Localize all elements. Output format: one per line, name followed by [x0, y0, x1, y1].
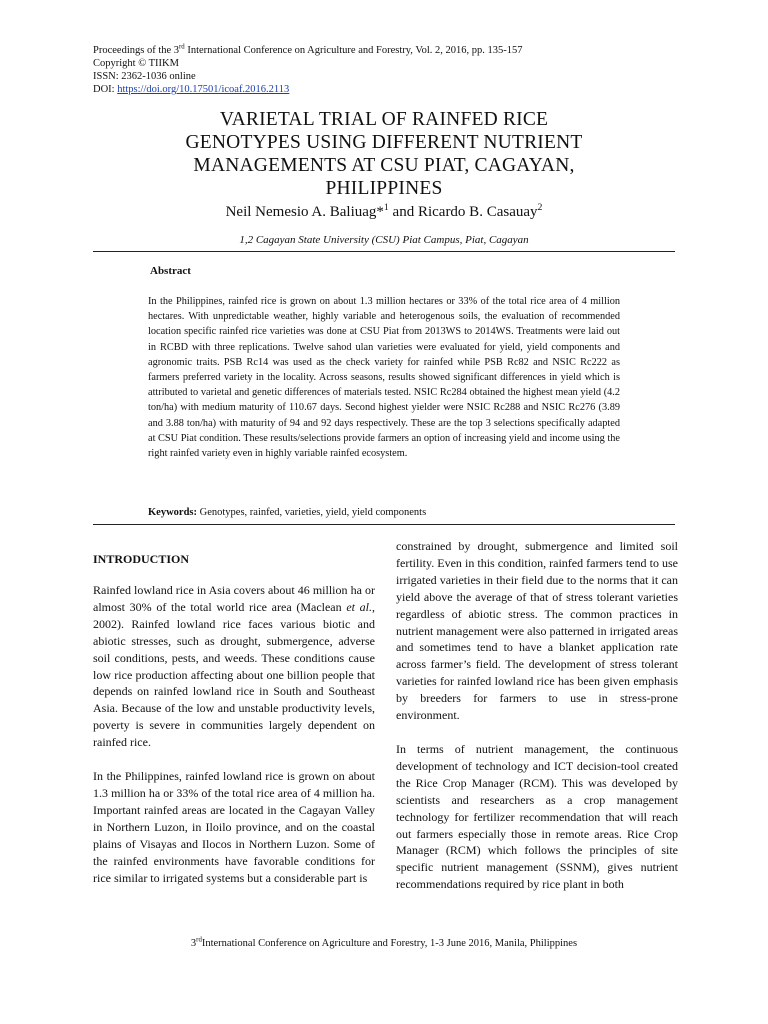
- paper-title: VARIETAL TRIAL OF RAINFED RICE GENOTYPES USING DIFFERENT NUTRIENT MANAGEMENTS AT CSU PIAT, CAGAYAN, PHILIPPINES: [185, 109, 583, 199]
- introduction-heading: INTRODUCTION: [93, 552, 190, 566]
- top-divider: [93, 251, 675, 252]
- keywords: Keywords: Genotypes, rainfed, varieties, yield, yield components: [148, 507, 427, 518]
- abstract-heading: Abstract: [150, 265, 191, 277]
- abstract-divider: [93, 524, 675, 525]
- right-column: [396, 538, 678, 910]
- affiliation: 1,2 Cagayan State University (CSU) Piat Campus, Piat, Cagayan: [239, 234, 529, 246]
- authors: Neil Nemesio A. Baliuag*$^1$ and Ricardo B. Casauay$^2$: [225, 202, 543, 220]
- copyright-line: Copyright © TIIKM: [93, 58, 179, 69]
- intro-paragraph-4: In terms of nutrient management, the continuous development of technology and ICT decision-tool created the Rice Crop Manager (RCM). This was developed by scientists and researchers as a crop management technology for fertilizer recommendation that will reach out farmers especially those in remote areas. Rice Crop Manager (RCM) which follows the principles of site specific nutrient management (SSNM), gives nutrient recommendations required by rice plant in both: [396, 741, 678, 892]
- proceedings-line: Proceedings of the 3rd International Conference on Agriculture and Forestry, Vol. 2, 2016, pp. 135-157: [93, 43, 523, 56]
- intro-paragraph-3: constrained by drought, submergence and limited soil fertility. Even in this condition, rainfed farmers tend to use irrigated varieties in their field due to the norms that it can yield above the average of that of stress tolerant varieties regardless of abiotic stress. The common practices in nutrient management were also patterned in irrigated areas and sometimes tend to have a blanket application rate across farmer’s field. The development of stress tolerant varieties for rainfed lowland rice has been given emphasis by breeders for farmers to use in stress-prone environment.: [396, 539, 678, 723]
- intro-paragraph-2: In the Philippines, rainfed lowland rice is grown on about 1.3 million ha or 33% of the total rice area of 4 million ha. Important rainfed areas are located in the Cagayan Valley in Northern Luzon, in Iloilo province, and on the coastal plains of Visayas and Ilocos in Northern Luzon. Some of the rainfed environments have favorable conditions for rice similar to irrigated systems but a considerable part is: [93, 769, 375, 885]
- doi-line: DOI: https://doi.org/10.17501/icoaf.2016.2113: [93, 84, 290, 95]
- page-footer: 3rdInternational Conference on Agriculture and Forestry, 1-3 June 2016, Manila, Philippines: [190, 936, 578, 949]
- issn-line: ISSN: 2362-1036 online: [93, 71, 196, 82]
- left-column: [93, 582, 375, 903]
- proceedings-header: [93, 44, 523, 96]
- abstract-body: In the Philippines, rainfed rice is grown on about 1.3 million hectares or 33% of the total rice area of 4 million hectares. With unpredictable weather, highly variable and heterogenous soils, the evaluation of recommended location specific rainfed rice varieties was done at CSU Piat from 2013WS to 2014WS. Treatments were laid out in RCBD with three replications. Twelve sahod ulan varieties were evaluated for yield, yield components and agronomic traits. PSB Rc14 was used as the check variety for rainfed while PSB Rc82 and NSIC Rc222 as farmers preferred variety in the locality. Across seasons, results showed significant differences in yield which is attributed to varietal and genetic differences of materials tested. NSIC Rc284 obtained the highest mean yield (4.2 ton/ha) with medium maturity of 110.67 days. Second highest yielder were NSIC Rc288 and NSIC Rc276 (3.89 and 3.88 ton/ha) with maturity of 94 and 92 days respectively. These are the top 3 selections specifically adapted at CSU Piat condition. These results/selections provide farmers an option of increasing yield and income using the right rainfed variety even in highly variable rainfed ecosystem.: [148, 296, 620, 460]
- intro-paragraph-1: Rainfed lowland rice in Asia covers about 46 million ha or almost 30% of the total world rice area (Maclean et al., 2002). Rainfed lowland rice faces various biotic and abiotic stresses, such as drought, submergence, adverse soil conditions, pests, and weeds. These conditions cause low rice production affecting about one billion people that depends on rainfed lowland rice in South and Southeast Asia. Because of the low and unstable productivity levels, poverty is severe in communities largely dependent on rainfed rice.: [93, 583, 375, 750]
- doi-link[interactable]: https://doi.org/10.17501/icoaf.2016.2113: [117, 84, 290, 95]
